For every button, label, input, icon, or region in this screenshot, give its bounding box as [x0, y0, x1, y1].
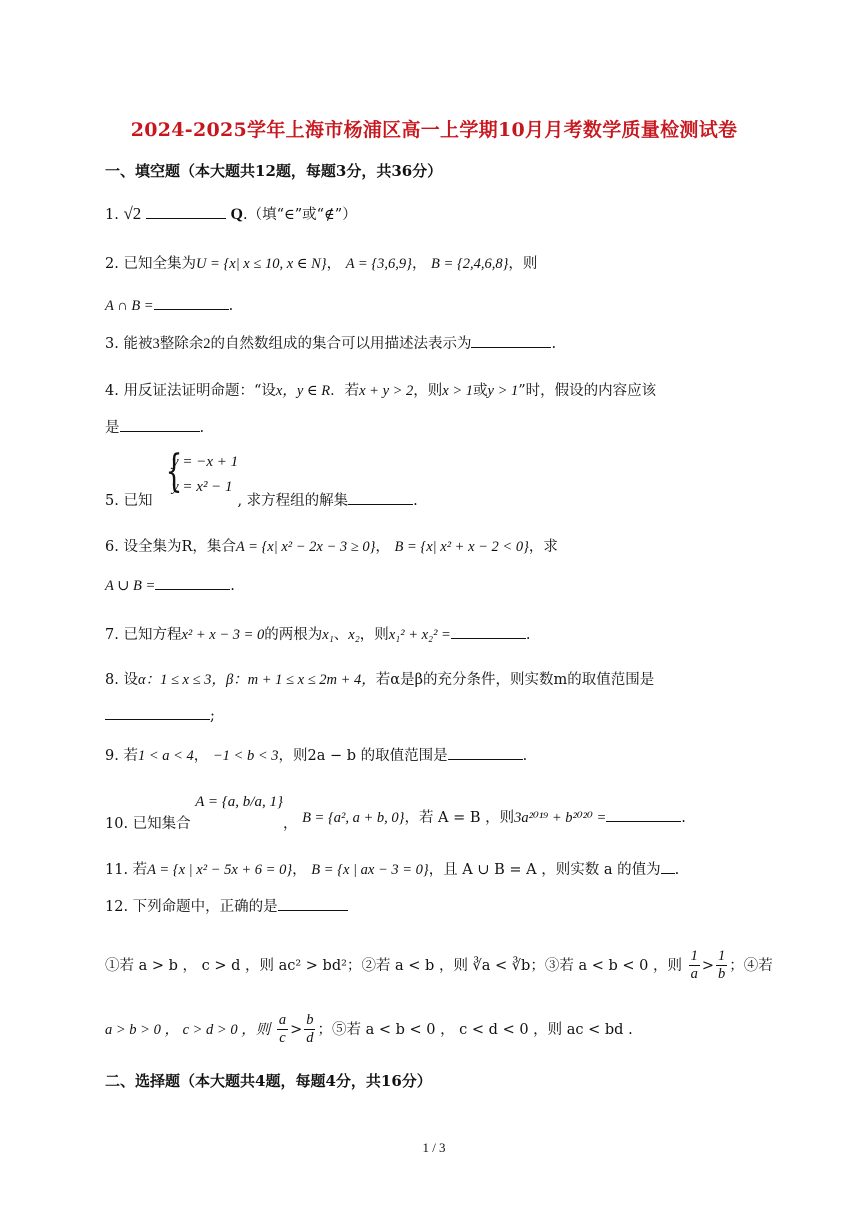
question-2-line-2: A ∩ B = . — [105, 295, 233, 315]
answer-blank — [451, 624, 526, 639]
question-6-line-2: A ∪ B = . — [105, 575, 235, 595]
question-10: 10. 已知集合 A = {a, b/a, 1}， B = {a², a + b, 0}，若 A = B ，则3a²⁰¹⁹ + b²⁰²⁰ = . — [105, 794, 686, 832]
question-6: 6. 设全集为R，集合A = {x| x² − 2x − 3 ≥ 0}， B = {x| x² + x − 2 < 0}，求 — [105, 539, 558, 555]
question-4: 4. 用反证法证明命题：“设x，y ∈ R．若x + y > 2，则x > 1或y > 1”时，假设的内容应该 — [105, 383, 657, 399]
answer-blank — [661, 859, 675, 874]
fraction-a-over-c: $\frac{a}{c}$ — [278, 1012, 287, 1047]
question-2: 2. 已知全集为U = {x| x ≤ 10, x ∈ N}， A = {3,6,9}， B = {2,4,6,8}，则 — [105, 256, 538, 272]
page-title: 2024-2025学年上海市杨浦区高一上学期10月月考数学质量检测试卷 — [130, 119, 738, 141]
question-9: 9. 若1 < a < 4， −1 < b < 3，则2a − b 的取值范围是 . — [105, 744, 527, 765]
fraction-b-over-d: $\frac{b}{d}$ — [306, 1012, 314, 1047]
question-1: 1. √2 Q.（填“∈”或“∉”） — [105, 204, 357, 223]
answer-blank — [154, 295, 229, 310]
equation-2: y = x² − 1 — [172, 479, 233, 495]
question-11: 11. 若A = {x | x² − 5x + 6 = 0}， B = {x | ax − 3 = 0}，且 A ∪ B = A ，则实数 a 的值为 . — [105, 858, 679, 879]
question-12-options-line-2: a > b > 0 ， c > d > 0 ，则 $\frac{a}{c}$ > $\frac{b}{d}$ ；⑤若 a < b < 0 ， c < d < 0 ，则 ac < bd . — [105, 1012, 633, 1047]
answer-blank — [606, 807, 681, 822]
answer-blank — [155, 575, 230, 590]
question-8-line-2: ; — [105, 705, 215, 724]
answer-blank — [120, 417, 200, 432]
question-12: 12. 下列命题中，正确的是 — [105, 895, 348, 916]
fraction-1-over-a: $\frac{1}{a}$ — [690, 948, 698, 983]
section-heading-multiple-choice: 二、选择题（本大题共4题，每题4分，共16分） — [105, 1072, 432, 1090]
page-number: 1 / 3 — [422, 1140, 446, 1155]
brace-symbol: { — [165, 446, 183, 497]
question-8: 8. 设α：1 ≤ x ≤ 3，β：m + 1 ≤ x ≤ 2m + 4，若α是β的充分条件，则实数m的取值范围是 — [105, 672, 655, 688]
set-A-expression: A = {a, b/a, 1} — [195, 794, 283, 810]
section-heading-fill-blank: 一、填空题（本大题共12题，每题3分，共36分） — [105, 162, 443, 180]
question-4-line-2: 是 . — [105, 416, 204, 437]
answer-blank — [278, 896, 348, 911]
answer-blank — [448, 745, 523, 760]
equation-1: y = −x + 1 — [172, 454, 239, 470]
question-3: 3. 能被3整除余2的自然数组成的集合可以用描述法表示为 . — [105, 332, 556, 353]
answer-blank — [146, 204, 226, 219]
sqrt-expression: √2 — [123, 204, 142, 223]
question-5: 5. 已知 , 求方程组的解集 . — [105, 489, 418, 510]
answer-blank — [348, 490, 413, 505]
answer-blank — [105, 705, 210, 720]
fraction-1-over-b: $\frac{1}{b}$ — [717, 948, 726, 983]
question-12-options-line-1: ①若 a > b ， c > d ，则 ac² > bd²；②若 a < b ，则 ∛a < ∛b；③若 a < b < 0 ，则 $\frac{1}{a}$ > $\frac{1}{b}$ ；④若 — [105, 948, 773, 983]
answer-blank — [471, 333, 551, 348]
question-7: 7. 已知方程x² + x − 3 = 0的两根为x₁、x₂，则x₁² + x₂² = . — [105, 623, 530, 644]
